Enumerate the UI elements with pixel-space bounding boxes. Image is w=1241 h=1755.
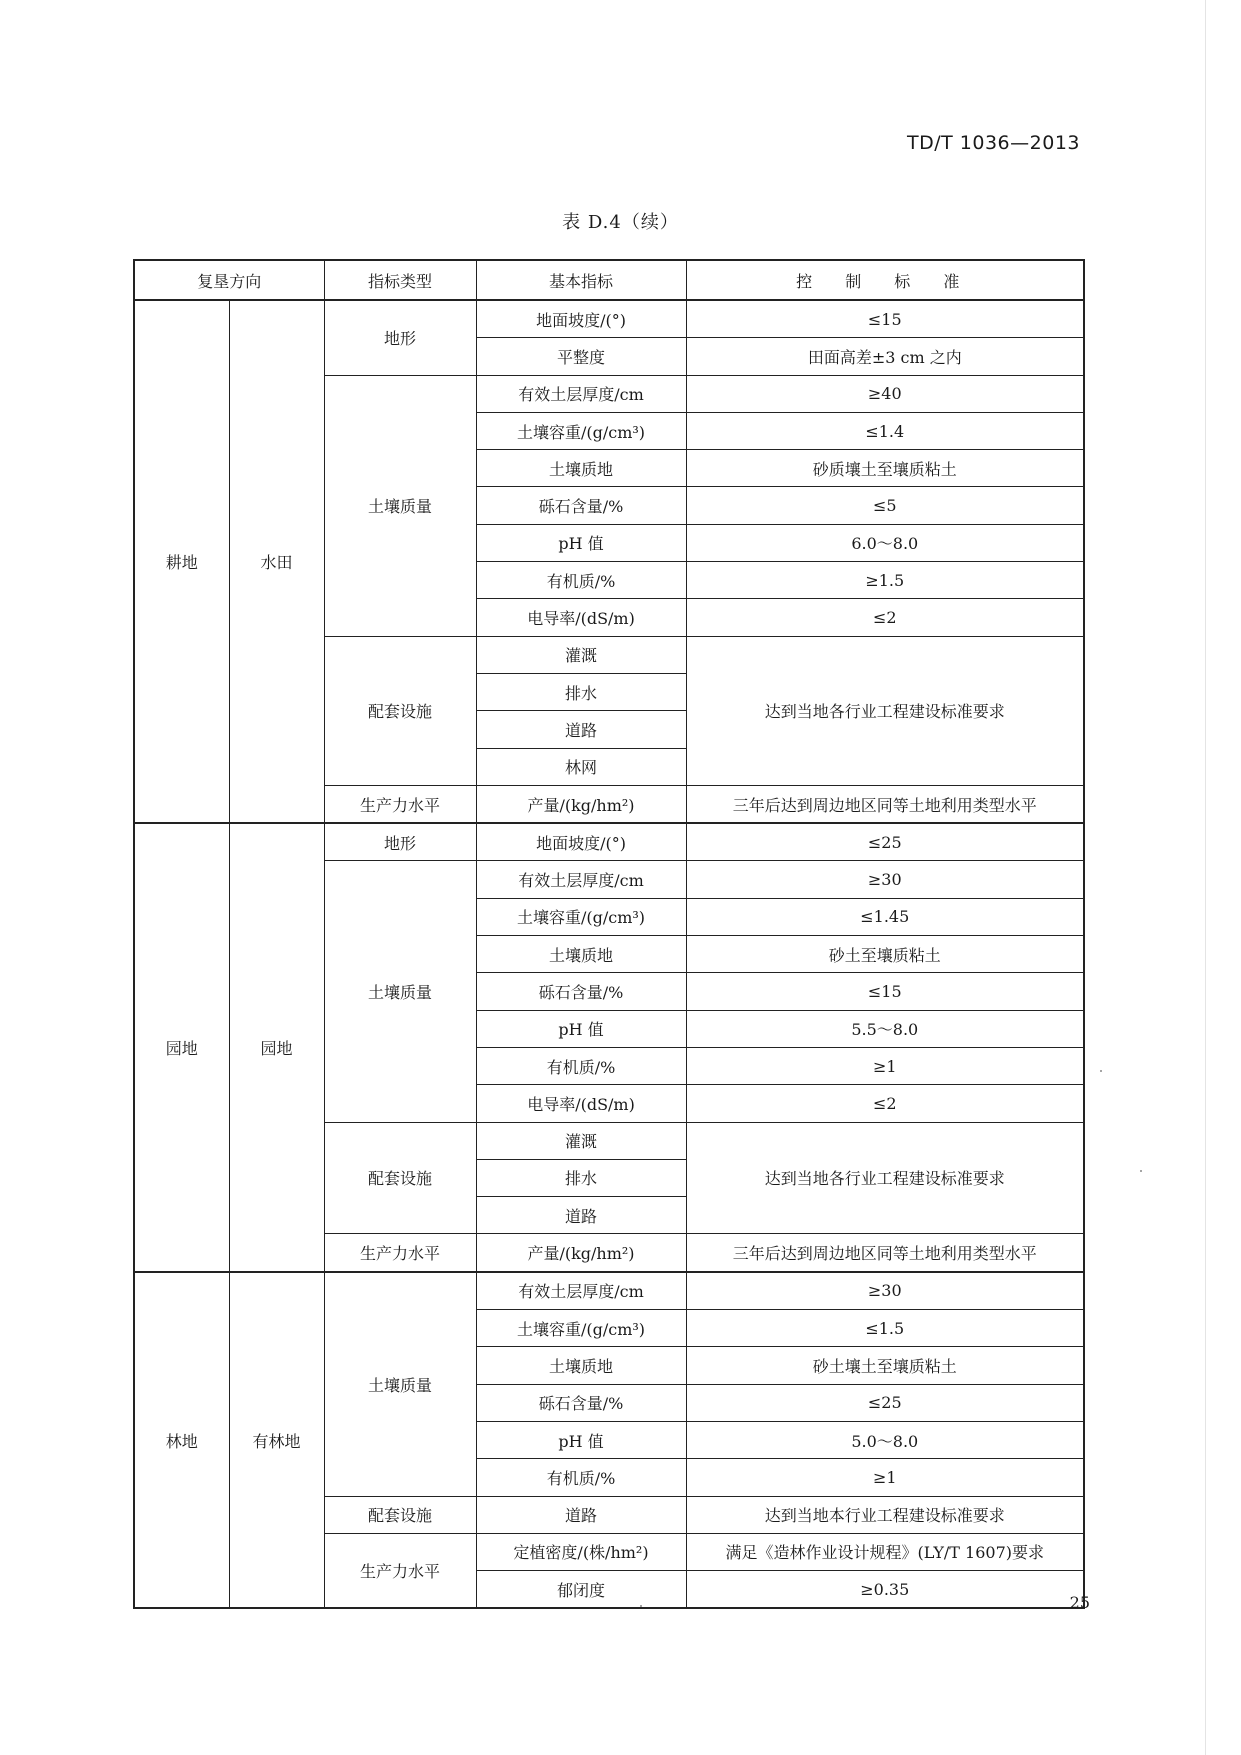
indicator-cell: 地面坡度/(°) [476, 823, 686, 861]
indicator-cell: 砾石含量/% [476, 487, 686, 524]
standard-cell: 6.0～8.0 [686, 524, 1084, 561]
indicator-cell: 郁闭度 [476, 1571, 686, 1609]
indicator-cell: 有效土层厚度/cm [476, 375, 686, 412]
standard-cell: ≤25 [686, 1384, 1084, 1421]
category-cell: 地形 [324, 823, 476, 861]
category-cell: 配套设施 [324, 636, 476, 785]
header-standard: 控 制 标 准 [686, 260, 1084, 300]
indicator-cell: 有机质/% [476, 1047, 686, 1084]
indicator-cell: 产量/(kg/hm²) [476, 785, 686, 823]
indicator-cell: 电导率/(dS/m) [476, 1085, 686, 1122]
indicator-cell: pH 值 [476, 1010, 686, 1047]
scan-speck [1100, 1070, 1102, 1072]
category-cell: 土壤质量 [324, 861, 476, 1122]
indicator-cell: 土壤质地 [476, 450, 686, 487]
indicator-cell: 定植密度/(株/hm²) [476, 1533, 686, 1570]
standard-cell: 田面高差±3 cm 之内 [686, 338, 1084, 375]
land-use-cell: 耕地 [134, 300, 229, 823]
category-cell: 配套设施 [324, 1122, 476, 1234]
standard-cell: ≤1.5 [686, 1310, 1084, 1347]
indicator-cell: 土壤质地 [476, 936, 686, 973]
land-use-cell: 林地 [134, 1272, 229, 1609]
land-use-cell: 园地 [134, 823, 229, 1272]
standard-cell: ≤5 [686, 487, 1084, 524]
standard-cell: ≤15 [686, 973, 1084, 1010]
indicator-cell: pH 值 [476, 1421, 686, 1458]
indicator-cell: 产量/(kg/hm²) [476, 1234, 686, 1272]
indicator-cell: 土壤质地 [476, 1347, 686, 1384]
header-category: 指标类型 [324, 260, 476, 300]
scan-edge-line [1205, 0, 1206, 1755]
header-direction: 复垦方向 [134, 260, 324, 300]
indicator-cell: 有机质/% [476, 1459, 686, 1496]
standard-cell: ≥30 [686, 1272, 1084, 1310]
indicator-cell: 土壤容重/(g/cm³) [476, 412, 686, 449]
scan-speck [640, 1605, 642, 1607]
indicator-cell: 电导率/(dS/m) [476, 599, 686, 636]
standard-cell: 达到当地各行业工程建设标准要求 [686, 636, 1084, 785]
indicator-cell: 排水 [476, 1159, 686, 1196]
header-indicator: 基本指标 [476, 260, 686, 300]
table-row [134, 1272, 1084, 1310]
table-header-row [134, 260, 1084, 300]
indicator-cell: 灌溉 [476, 1122, 686, 1159]
indicator-cell: 土壤容重/(g/cm³) [476, 1310, 686, 1347]
category-cell: 土壤质量 [324, 1272, 476, 1496]
indicator-cell: 土壤容重/(g/cm³) [476, 898, 686, 935]
standard-cell: ≤1.45 [686, 898, 1084, 935]
sub-type-cell: 水田 [229, 300, 324, 823]
category-cell: 生产力水平 [324, 1234, 476, 1272]
standard-cell: ≥0.35 [686, 1571, 1084, 1609]
category-cell: 土壤质量 [324, 375, 476, 636]
indicator-cell: 有效土层厚度/cm [476, 1272, 686, 1310]
standard-cell: ≥1 [686, 1459, 1084, 1496]
standard-cell: 满足《造林作业设计规程》(LY/T 1607)要求 [686, 1533, 1084, 1570]
indicator-cell: 砾石含量/% [476, 1384, 686, 1421]
indicator-cell: 排水 [476, 673, 686, 710]
indicator-cell: 有机质/% [476, 562, 686, 599]
standard-cell: ≥1 [686, 1047, 1084, 1084]
standard-cell: 5.0～8.0 [686, 1421, 1084, 1458]
standard-cell: 达到当地本行业工程建设标准要求 [686, 1496, 1084, 1533]
table-row [134, 823, 1084, 861]
standard-cell: ≤15 [686, 300, 1084, 338]
indicator-cell: 林网 [476, 748, 686, 785]
category-cell: 地形 [324, 300, 476, 375]
standard-cell: ≤2 [686, 599, 1084, 636]
indicator-cell: 道路 [476, 1496, 686, 1533]
standard-cell: ≥30 [686, 861, 1084, 898]
indicator-cell: 有效土层厚度/cm [476, 861, 686, 898]
standard-cell: 砂土至壤质粘土 [686, 936, 1084, 973]
sub-type-cell: 有林地 [229, 1272, 324, 1609]
indicator-cell: 砾石含量/% [476, 973, 686, 1010]
standard-cell: ≥40 [686, 375, 1084, 412]
indicator-cell: 地面坡度/(°) [476, 300, 686, 338]
table-title: 表 D.4（续） [562, 212, 679, 233]
standard-cell: ≤25 [686, 823, 1084, 861]
indicator-cell: 道路 [476, 1197, 686, 1234]
category-cell: 生产力水平 [324, 785, 476, 823]
standards-table [133, 259, 1085, 1609]
indicator-cell: 灌溉 [476, 636, 686, 673]
table-row [134, 300, 1084, 338]
sub-type-cell: 园地 [229, 823, 324, 1272]
standard-cell: 5.5～8.0 [686, 1010, 1084, 1047]
standard-cell: ≤2 [686, 1085, 1084, 1122]
standard-cell: ≤1.4 [686, 412, 1084, 449]
category-cell: 配套设施 [324, 1496, 476, 1533]
indicator-cell: 道路 [476, 711, 686, 748]
standard-cell: 达到当地各行业工程建设标准要求 [686, 1122, 1084, 1234]
standard-cell: ≥1.5 [686, 562, 1084, 599]
indicator-cell: 平整度 [476, 338, 686, 375]
category-cell: 生产力水平 [324, 1533, 476, 1608]
indicator-cell: pH 值 [476, 524, 686, 561]
document-code: TD/T 1036—2013 [907, 132, 1080, 154]
page-number: 25 [1069, 1593, 1090, 1612]
standard-cell: 三年后达到周边地区同等土地利用类型水平 [686, 785, 1084, 823]
scan-speck [1140, 1170, 1142, 1172]
standard-cell: 砂质壤土至壤质粘土 [686, 450, 1084, 487]
standard-cell: 三年后达到周边地区同等土地利用类型水平 [686, 1234, 1084, 1272]
standard-cell: 砂土壤土至壤质粘土 [686, 1347, 1084, 1384]
